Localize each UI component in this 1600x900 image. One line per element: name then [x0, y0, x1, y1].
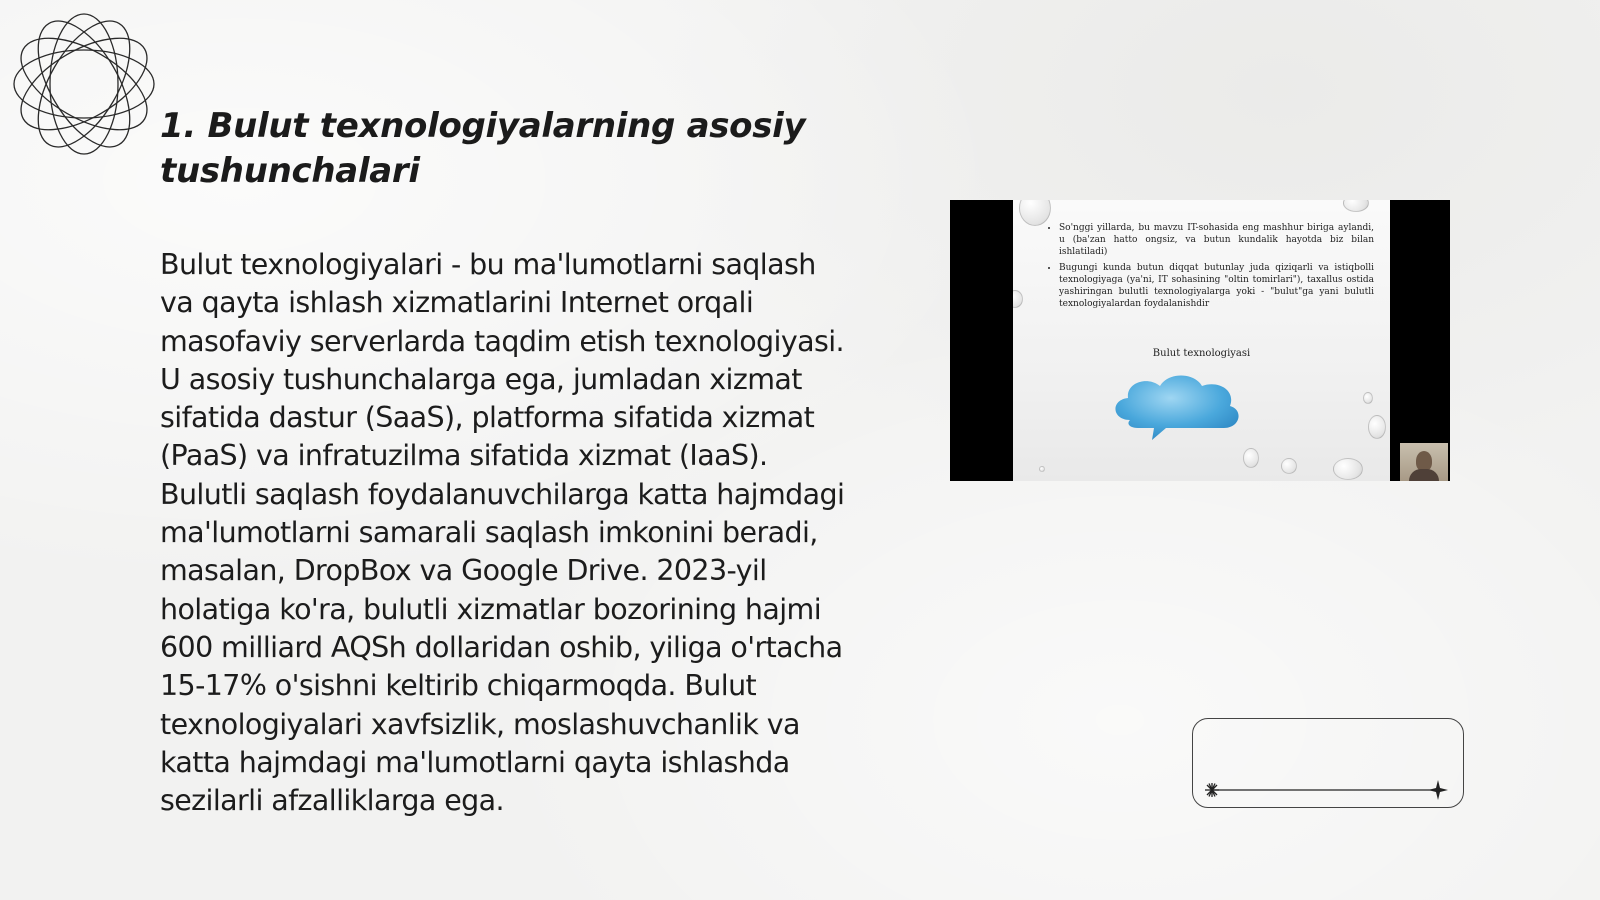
- water-drop: [1368, 415, 1386, 439]
- star-icon: [1428, 780, 1448, 800]
- video-bullet-list: [1041, 222, 1374, 314]
- water-drop: [1013, 290, 1023, 308]
- video-bullet: • Bugungi kunda butun diqqat butunlay juda qiziqarli va istiqbolli texnologiyaga (ya'ni, IT sohasining "oltin tomirlari"), taxallus ostida yashiringan bulutli texnologiyalarga yoki - "bulut"ga yani bulutli texnologiyalardan foydalanishdir: [1059, 262, 1374, 310]
- water-drop: [1243, 448, 1259, 468]
- presenter-head: [1416, 451, 1432, 471]
- presenter-shoulders: [1409, 469, 1439, 481]
- water-drop: [1363, 392, 1373, 404]
- cloud-icon: [1108, 368, 1248, 443]
- slide-title: 1. Bulut texnologiyalarning asosiy tushunchalari: [160, 106, 806, 191]
- presenter-webcam: [1400, 443, 1448, 481]
- embedded-video[interactable]: [950, 200, 1450, 481]
- sparkle-icon: [1205, 783, 1219, 797]
- water-drop: [1343, 200, 1369, 212]
- video-slide-page: [1013, 200, 1390, 481]
- water-drop: [1281, 458, 1297, 474]
- video-caption: Bulut texnologiyasi: [1152, 348, 1251, 359]
- video-bullet: • So'nggi yillarda, bu mavzu IT-sohasida eng mashhur biriga aylandi, u (ba'zan hatto ongsiz, va butun kundalik hayotda biz bilan ishlatiladi): [1059, 222, 1374, 258]
- water-drop: [1039, 466, 1045, 472]
- decorative-line: [1200, 780, 1450, 800]
- water-drop: [1333, 458, 1363, 480]
- slide-body-text: Bulut texnologiyalari - bu ma'lumotlarni saqlash va qayta ishlash xizmatlarini Internet orqali masofaviy serverlarda taqdim etish texnologiyasi. U asosiy tushunchalarga ega, jumladan xizmat sifatida dastur (SaaS), platforma sifatida xizmat (PaaS) va infratuzilma sifatida xizmat (IaaS). Bulutli saqlash foydalanuvchilarga katta hajmdagi ma'lumotlarni samarali saqlash imkonini beradi, masalan, DropBox va Google Drive. 2023-yil holatiga ko'ra, bulutli xizmatlar bozorining hajmi 600 milliard AQSh dollaridan oshib, yiliga o'rtacha 15-17% o'sishni keltirib chiqarmoqda. Bulut texnologiyalari xavfsizlik, moslashuvchanlik va katta hajmdagi ma'lumotlarni qayta ishlashda sezilarli afzalliklarga ega.: [160, 248, 845, 818]
- orbit-rings-logo-icon: [10, 10, 158, 158]
